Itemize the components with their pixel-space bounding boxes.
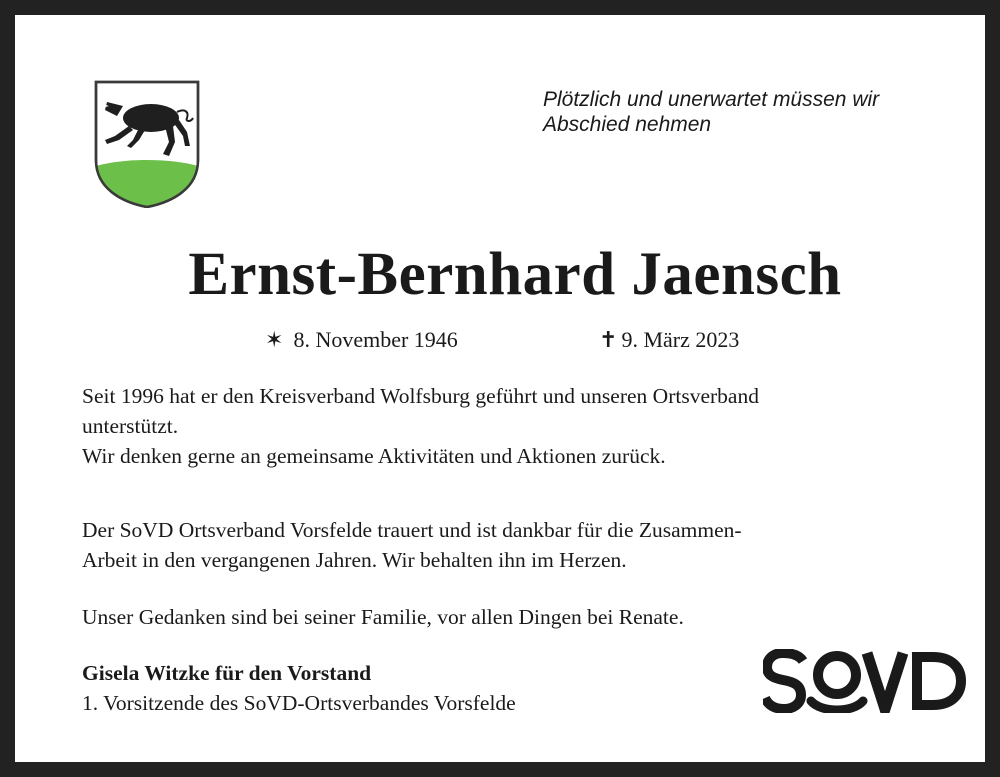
signature-name: Gisela Witzke für den Vorstand [82,661,372,685]
paragraph-line: Wir denken gerne an gemeinsame Aktivitäten und Aktionen zurück. [82,444,666,468]
signature-block [82,658,516,718]
deceased-name: Ernst-Bernhard Jaensch [188,241,842,308]
birth-date-line [265,327,458,353]
tagline-line: Plötzlich und unerwartet müssen wir [543,88,880,111]
death-date-line [599,327,739,353]
paragraph-line: Unser Gedanken sind bei seiner Familie, vor allen Dingen bei Renate. [82,605,684,629]
coat-of-arms-boar-icon [93,80,201,208]
birth-date: 8. November 1946 [293,327,458,352]
death-date: 9. März 2023 [621,327,740,352]
death-cross-icon: ✝ [599,327,618,352]
paragraph-condolence [82,602,684,632]
paragraph-line: Der SoVD Ortsverband Vorsfelde trauert und ist dankbar für die Zusammen- [82,518,742,542]
tagline-line: Abschied nehmen [543,113,712,136]
paragraph-gratitude [82,515,742,575]
signature-role: 1. Vorsitzende des SoVD-Ortsverbandes Vorsfelde [82,691,516,715]
sovd-logo [763,649,967,713]
paragraph-tribute [82,381,759,471]
paragraph-line: unterstützt. [82,414,179,438]
paragraph-line: Arbeit in den vergangenen Jahren. Wir behalten ihn im Herzen. [82,548,627,572]
paragraph-line: Seit 1996 hat er den Kreisverband Wolfsburg geführt und unseren Ortsverband [82,384,759,408]
birth-star-icon: ✶ [265,327,284,352]
tagline [543,87,879,137]
